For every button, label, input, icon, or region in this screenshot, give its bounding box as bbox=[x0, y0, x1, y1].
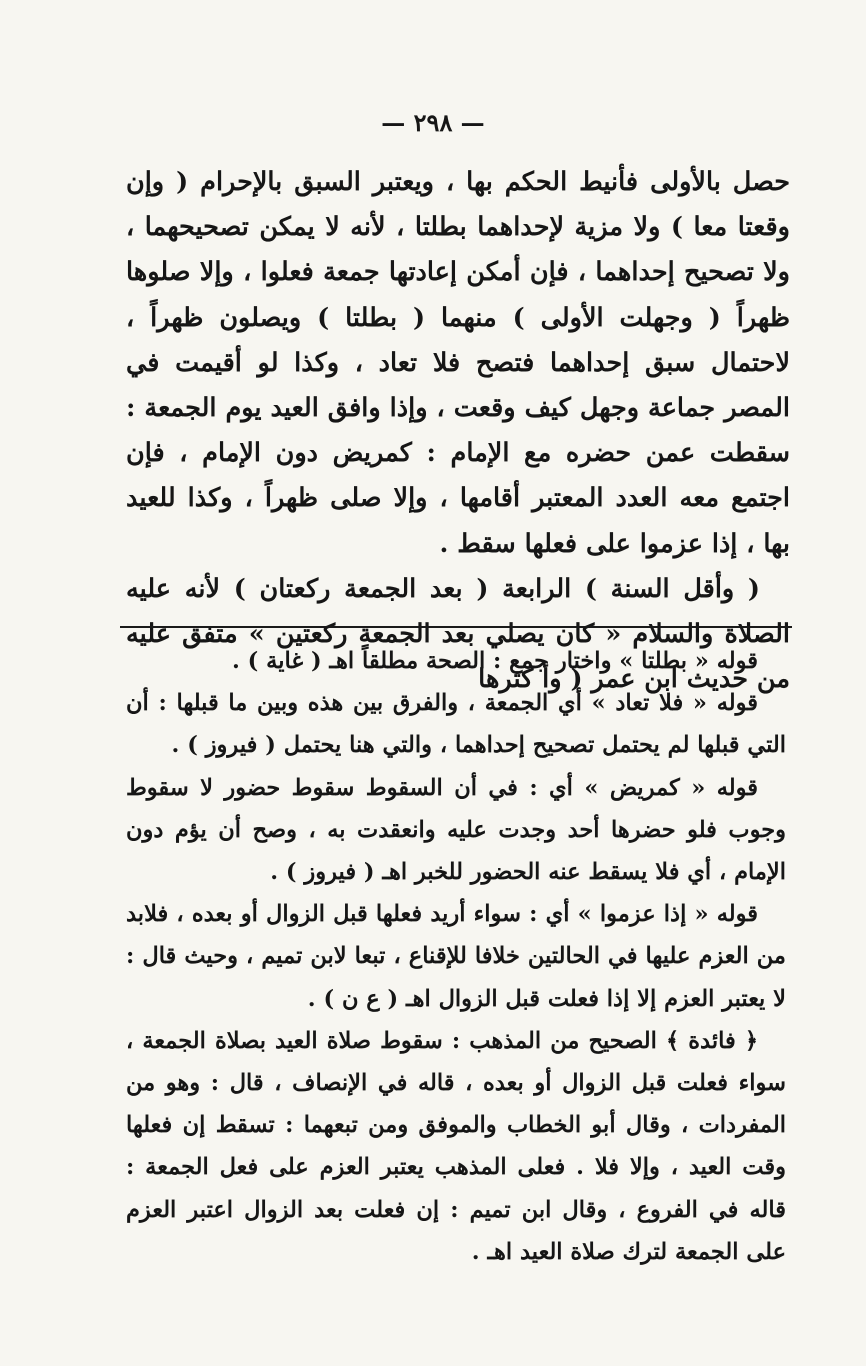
main-text bbox=[126, 160, 790, 702]
footnotes bbox=[126, 640, 786, 1273]
footnote: قوله « إذا عزموا » أي : سواء أريد فعلها قبل الزوال أو بعده ، فلابد من العزم عليها في الحالتين خلافا للإقناع ، تبعا لابن تميم ، وحيث قال : لا يعتبر العزم إلا إذا فعلت قبل الزوال اهـ ( ع ن ) . bbox=[126, 901, 786, 1012]
footnote: ﴿ فائدة ﴾ الصحيح من المذهب : سقوط صلاة العيد بصلاة الجمعة ، سواء فعلت قبل الزوال أو بعده ، قاله في الإنصاف ، قال : وهو من المفردات ، وقال أبو الخطاب والموفق ومن تبعهما : تسقط إن فعلها وقت العيد ، وإلا فلا . فعلى المذهب يعتبر العزم على فعل الجمعة : قاله في الفروع ، وقال ابن تميم : إن فعلت بعد الزوال اعتبر العزم على الجمعة لترك صلاة العيد اهـ . bbox=[126, 1027, 786, 1265]
footnote: قوله « فلا تعاد » أي الجمعة ، والفرق بين هذه وبين ما قبلها : أن التي قبلها لم يحتمل تصحيح إحداهما ، والتي هنا يحتمل ( فيروز ) . bbox=[126, 690, 786, 759]
footnote: قوله « كمريض » أي : في أن السقوط سقوط حضور لا سقوط وجوب فلو حضرها أحد وجدت عليه وانعقدت به ، وصح أن يؤم دون الإمام ، أي فلا يسقط عنه الحضور للخبر اهـ ( فيروز ) . bbox=[126, 774, 786, 886]
page-number: — ٢٩٨ — bbox=[381, 108, 485, 137]
footnote-divider bbox=[120, 626, 792, 628]
footnote: قوله « بطلتا » واختار جمع : الصحة مطلقاً اهـ ( غاية ) . bbox=[232, 648, 758, 674]
main-paragraph: ( وأقل السنة ) الرابعة ( بعد الجمعة ركعتان ) لأنه عليه الصلاة والسلام « كان يصلي بعد الجمعة ركعتين » متفق عليه من حديث ابن عمر ( وأ كثرها bbox=[126, 573, 790, 695]
main-paragraph: حصل بالأولى فأنيط الحكم بها ، ويعتبر السبق بالإحرام ( وإن وقعتا معا ) ولا مزية لإحداهما بطلتا ، لأنه لا يمكن تصحيحهما ، ولا تصحيح إحداهما ، فإن أمكن إعادتها جمعة فعلوا ، وإلا صلوها ظهراً ( وجهلت الأولى ) منهما ( بطلتا ) ويصلون ظهراً ، لاحتمال سبق إحداهما فتصح فلا تعاد ، وكذا لو أقيمت في المصر جماعة وجهل كيف وقعت ، وإذا وافق العيد يوم الجمعة : سقطت عمن حضره مع الإمام : كمريض دون الإمام ، فإن اجتمع معه العدد المعتبر أقامها ، وإلا صلى ظهراً ، وكذا للعيد بها ، إذا عزموا على فعلها سقط . bbox=[126, 167, 790, 559]
